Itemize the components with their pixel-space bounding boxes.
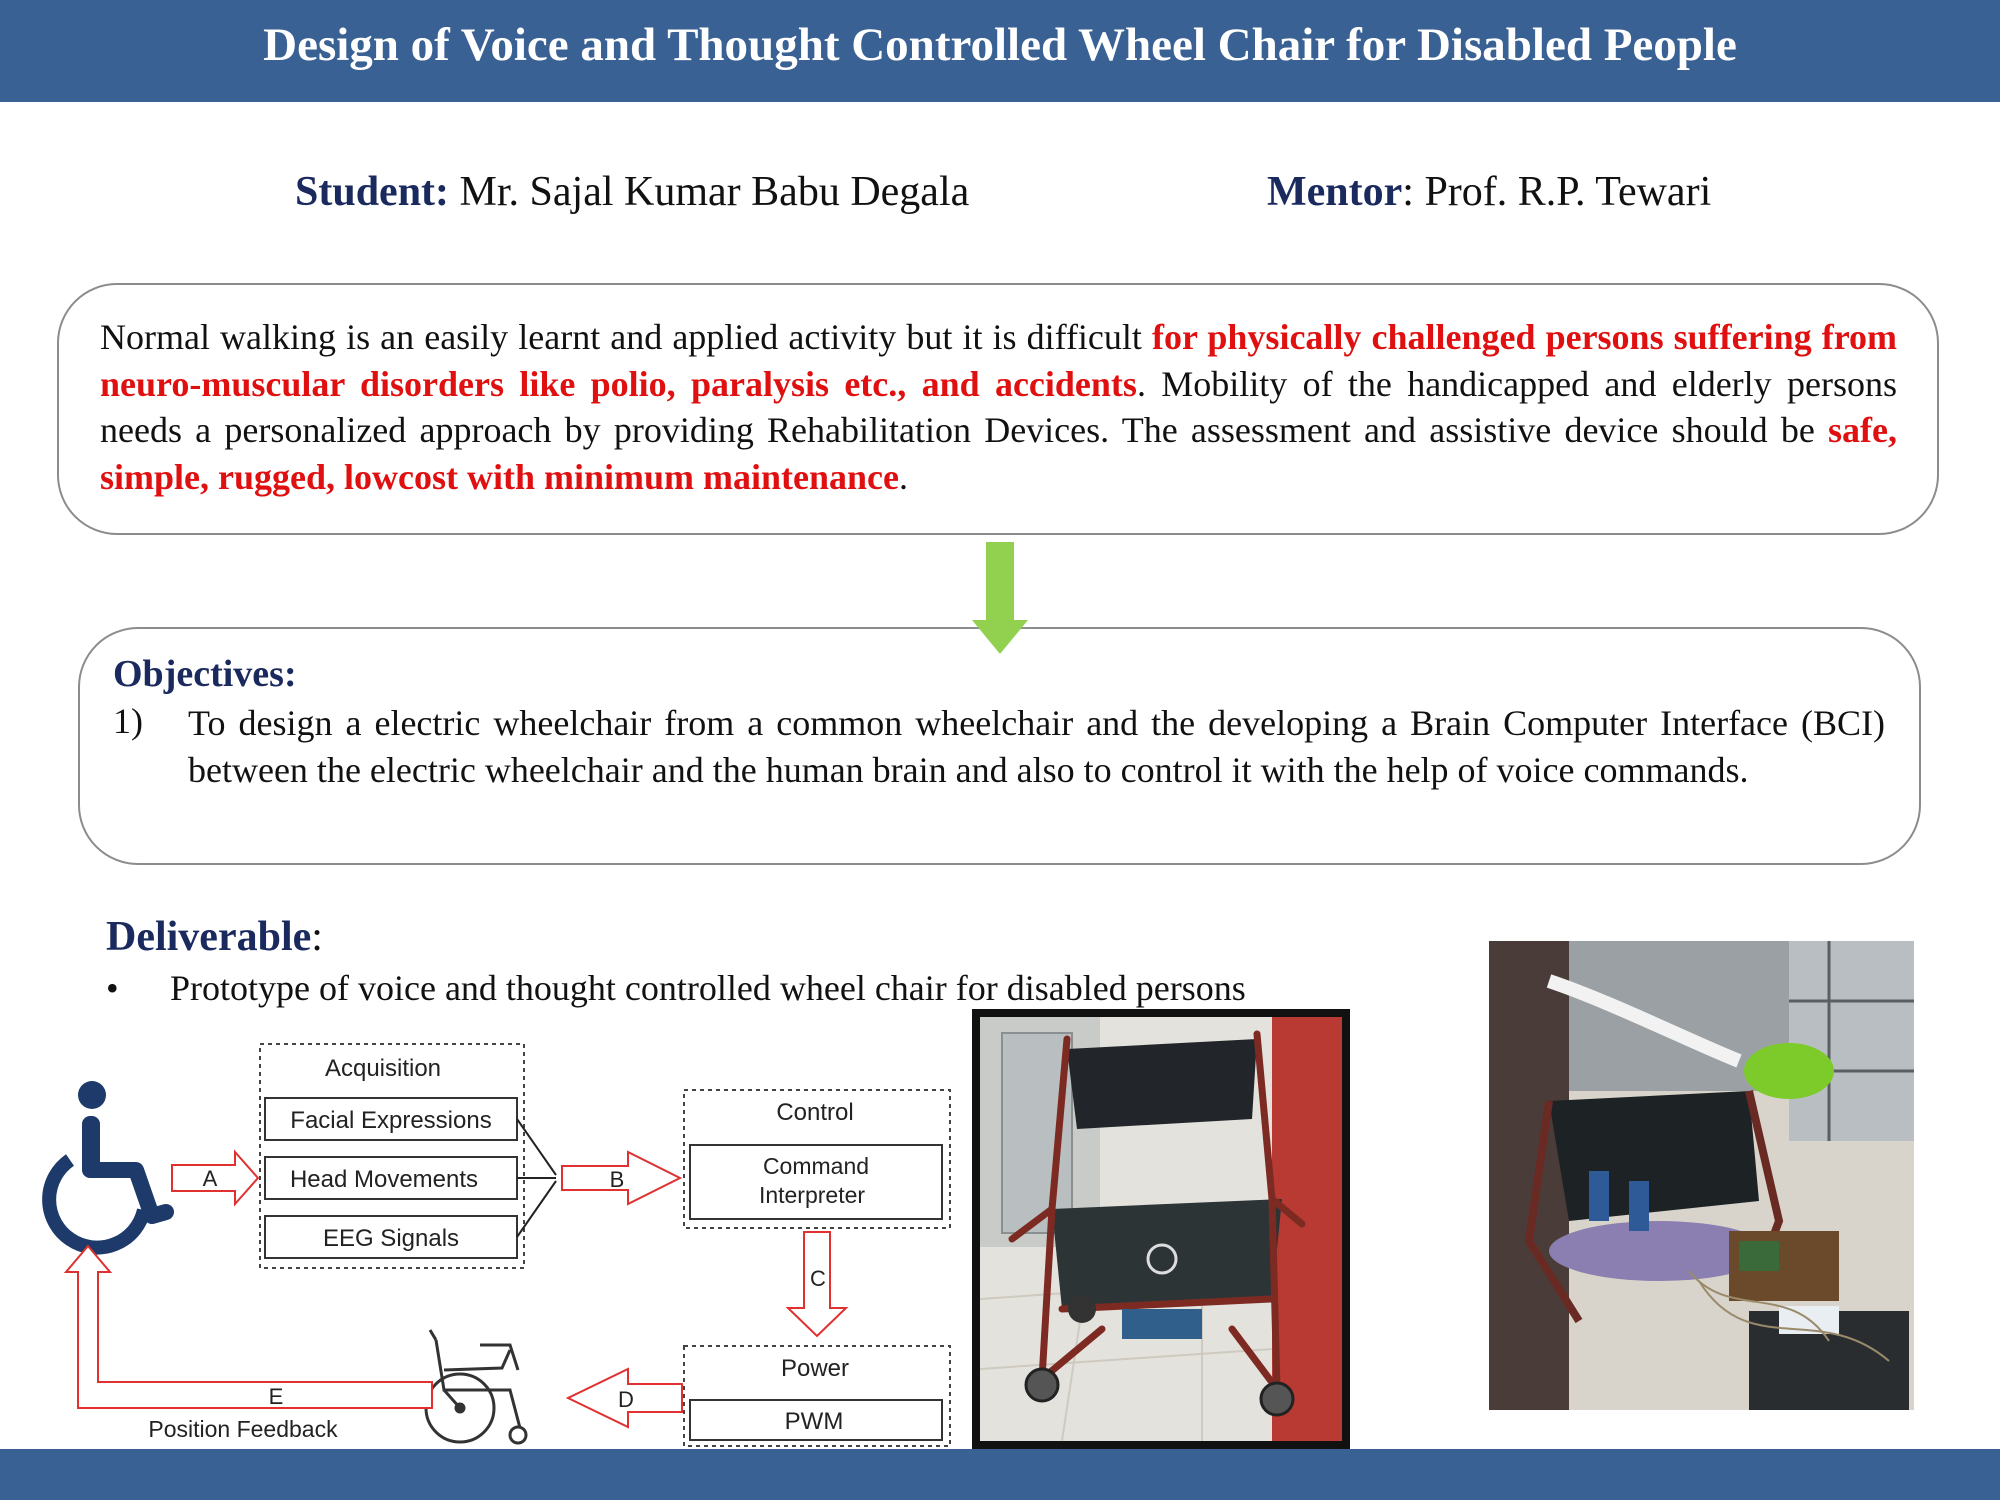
student-line — [295, 168, 969, 216]
arrow-a-label: A — [202, 1166, 218, 1191]
bullet-icon: • — [106, 968, 119, 1008]
deliverable-label: Deliverable — [106, 914, 312, 960]
wheelchair-icon — [426, 1330, 526, 1443]
facial-label: Facial Expressions — [290, 1107, 492, 1134]
poster-title: Design of Voice and Thought Controlled Wheel Chair for Disabled People — [263, 19, 1737, 71]
intro-text-2: . Mobility of the handicapped and elderly persons needs a personalized approach by providing Rehabilitation Devices. The assessment and assistive device should be — [100, 363, 1897, 450]
objective-text: To design a electric wheelchair from a common wheelchair and the developing a Brain Computer Interface (BCI) between the electric wheelchair and the human brain and also to control it with the help of voice commands. — [188, 703, 1885, 790]
command-label-2: Interpreter — [758, 1182, 866, 1208]
converge-lines — [517, 1119, 556, 1237]
intro-highlight-1: for physically challenged persons suffering from neuro-muscular disorders like polio, paralysis etc., and accidents — [100, 317, 1898, 404]
head-label: Head Movements — [289, 1166, 479, 1193]
intro-text-1: Normal walking is an easily learnt and applied activity but it is difficult — [100, 317, 1152, 357]
acquisition-label: Acquisition — [324, 1055, 442, 1082]
prototype-setup-photo — [1489, 941, 1914, 1410]
objectives-heading: Objectives: — [113, 653, 297, 695]
power-label: Power — [780, 1355, 850, 1382]
arrow-c-label: C — [810, 1266, 826, 1291]
arrow-b-label: B — [609, 1167, 625, 1192]
arrow-d-label: D — [618, 1387, 634, 1412]
objective-number: 1) — [113, 701, 143, 741]
pwm-label: PWM — [784, 1408, 844, 1435]
feedback-label: Position Feedback — [148, 1416, 338, 1442]
deliverable-item — [106, 967, 1246, 1009]
arrow-e-label: E — [268, 1384, 284, 1409]
block-diagram — [40, 1040, 960, 1450]
mentor-line — [1267, 168, 1711, 216]
command-label-1: Command — [762, 1153, 870, 1179]
wheelchair-prototype-photo — [972, 1009, 1350, 1449]
student-name: Mr. Sajal Kumar Babu Degala — [449, 169, 970, 215]
control-label: Control — [776, 1099, 854, 1126]
student-label: Student: — [295, 169, 450, 215]
intro-highlight-2: safe, simple, rugged, lowcost with minimum maintenance — [100, 410, 1897, 497]
intro-text-3: . — [898, 456, 908, 497]
deliverable-heading — [106, 913, 323, 961]
accessibility-icon — [49, 1081, 166, 1248]
eeg-label: EEG Signals — [322, 1225, 460, 1252]
mentor-name: : Prof. R.P. Tewari — [1402, 169, 1712, 215]
intro-paragraph — [100, 314, 1897, 500]
footer-bar — [0, 1449, 2000, 1500]
arrow-e — [66, 1246, 432, 1408]
deliverable-colon: : — [311, 914, 323, 960]
deliverable-text: Prototype of voice and thought controlled wheel chair for disabled persons — [170, 968, 1246, 1008]
mentor-label: Mentor — [1267, 169, 1403, 215]
down-arrow-icon — [970, 542, 1030, 657]
